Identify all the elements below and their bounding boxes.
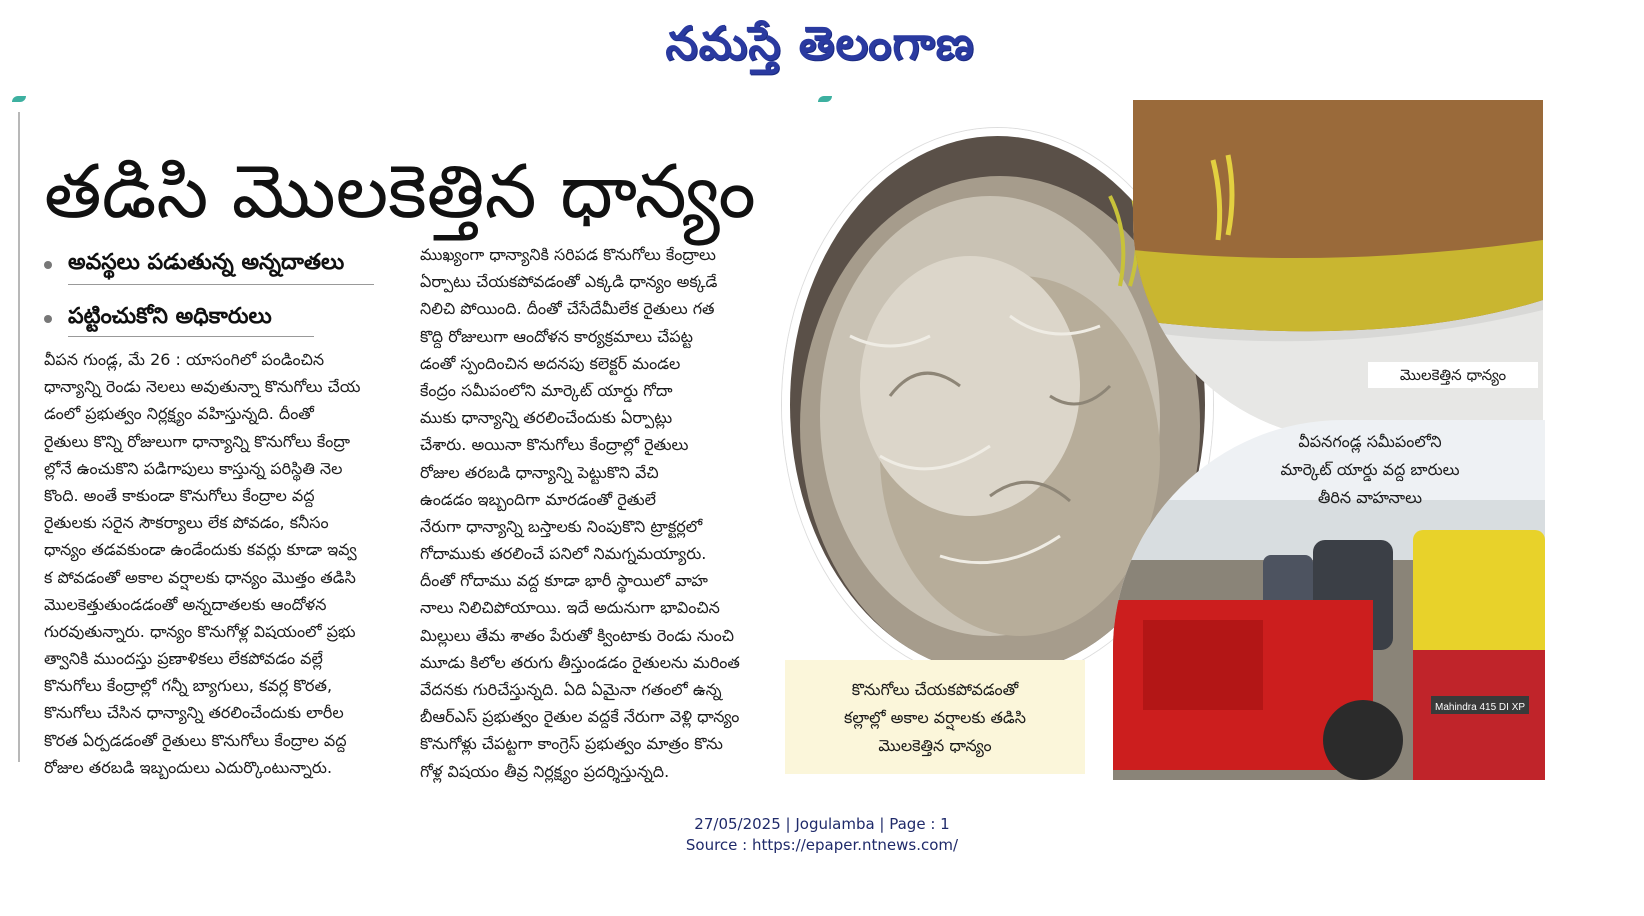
- article-text-line: ల్లోనే ఉంచుకొని పడిగాపులు కాస్తున్న పరిస్థితి నెల: [44, 458, 343, 478]
- article-text-line: క పోవడంతో అకాల వర్షాలకు ధాన్యం మొత్తం తడిసి: [44, 567, 356, 587]
- bullet-item: [44, 248, 394, 282]
- article-text-line: డంలో ప్రభుత్వం నిర్లక్ష్యం వహిస్తున్నది. దీంతో: [44, 404, 314, 424]
- caption-line: తీరిన వాహనాలు: [1317, 488, 1423, 507]
- article-text-line: నేరుగా ధాన్యాన్ని బస్తాలకు నింపుకొని ట్రాక్టర్లలో: [420, 516, 703, 536]
- left-column-rule: [18, 112, 20, 762]
- footer-source-link[interactable]: Source : https://epaper.ntnews.com/: [685, 836, 959, 854]
- article-text-line: రోజుల తరబడి ఇబ్బందులు ఎదుర్కొంటున్నారు.: [44, 757, 333, 777]
- bullet-text: అవస్థలు పడుతున్న అన్నదాతలు: [68, 250, 345, 275]
- tractor-badge-text: Mahindra 415 DI XP: [1435, 702, 1526, 713]
- leaf-ornament-icon: [818, 96, 832, 102]
- article-text-line: గోదాముకు తరలించే పనిలో నిమగ్నమయ్యారు.: [420, 544, 707, 564]
- article-text-line: రోజుల తరబడి ధాన్యాన్ని పెట్టుకొని వేచి: [420, 462, 659, 482]
- leaf-ornament-icon: [12, 96, 26, 102]
- article-text-line: నిలిచి పోయింది. దీంతో చేసేదేమీలేక రైతులు గత: [420, 299, 715, 319]
- article-text-line: నాలు నిలిచిపోయాయి. ఇదే అదునుగా భావించిన: [420, 598, 720, 618]
- article-text-line: మూడు కిలోల తరుగు తీస్తుండడం రైతులను మరింత: [420, 652, 740, 672]
- article-text-line: ఉండడం ఇబ్బందిగా మారడంతో రైతులే: [420, 489, 657, 509]
- photo-caption-field: [785, 660, 1085, 774]
- bullet-divider: [68, 284, 374, 285]
- article-text-line: కొనుగోలు కేంద్రాల్లో గన్నీ బ్యాగులు, కవర్ల కొరత,: [44, 676, 333, 696]
- article-text-line: ధాన్యాన్ని రెండు నెలలు అవుతున్నా కొనుగోలు చేయ: [44, 377, 361, 397]
- article-text-line: వేదనకు గురిచేస్తున్నది. ఏది ఏమైనా గతంలో ఉన్న: [420, 680, 722, 699]
- bullet-dot-icon: [44, 315, 52, 323]
- article-text-line: కొనుగోళ్లు చేపట్టగా కాంగ్రెస్ ప్రభుత్వం మాత్రం కొను: [420, 734, 723, 754]
- article-text-line: ధాన్యం తడవకుండా ఉండేందుకు కవర్లు కూడా ఇవ్వ: [44, 540, 357, 560]
- article-text-line: త్వానికి ముందస్తు ప్రణాళికలు లేకపోవడం వల్లే: [44, 649, 323, 669]
- article-text-line: కొరత ఏర్పడడంతో రైతులు కొనుగోలు కేంద్రాల వద్ద: [44, 730, 347, 750]
- article-text-line: గోళ్ల విషయం తీవ్ర నిర్లక్ష్యం ప్రదర్శిస్తున్నది.: [420, 761, 670, 781]
- article-text-line: మిల్లులు తేమ శాతం పేరుతో క్వింటాకు రెండు నుంచి: [420, 625, 735, 645]
- caption-line: కల్లాల్లో అకాల వర్షాలకు తడిసి: [844, 708, 1026, 727]
- article-text-line: కొంది. అంతే కాకుండా కొనుగోలు కేంద్రాల వద్ద: [44, 485, 315, 505]
- masthead-logo: నమస్తే తెలంగాణ: [665, 16, 975, 70]
- caption-line: వీపనగండ్ల సమీపంలోని: [1298, 432, 1442, 451]
- article-text-line: ముఖ్యంగా ధాన్యానికి సరిపడ కొనుగోలు కేంద్రాలు: [420, 245, 716, 264]
- article-text-line: డంతో స్పందించిన అదనపు కలెక్టర్ మండల: [420, 353, 681, 373]
- article-text-line: చేశారు. అయినా కొనుగోలు కేంద్రాల్లో రైతులు: [420, 435, 689, 455]
- article-column-2: [420, 241, 776, 785]
- photo-caption-sprouted: మొలకెత్తిన ధాన్యం: [1368, 362, 1538, 388]
- article-text-line: గురవుతున్నారు. ధాన్యం కొనుగోళ్ల విషయంలో ప్రభు: [44, 621, 356, 641]
- article-column-1: [44, 346, 400, 781]
- bullet-divider: [68, 336, 314, 337]
- article-text-line: వీపన గుండ్ల, మే 26 : యాసంగిలో పండించిన: [44, 350, 325, 369]
- photo-caption-vehicles: [1200, 428, 1540, 512]
- footer-date-edition: 27/05/2025 | Jogulamba | Page : 1: [694, 815, 950, 833]
- article-text-line: ముకు ధాన్యాన్ని తరలించేందుకు ఏర్పాట్లు: [420, 408, 673, 428]
- caption-line: కొనుగోలు చేయకపోవడంతో: [851, 680, 1019, 699]
- article-text-line: మొలకెత్తుతుండడంతో అన్నదాతలకు ఆందోళన: [44, 594, 327, 614]
- article-text-line: కొద్ది రోజులుగా ఆందోళన కార్యక్రమాలు చేపట్ట: [420, 326, 694, 346]
- bullet-dot-icon: [44, 261, 52, 269]
- caption-line: మొలకెత్తిన ధాన్యం: [878, 736, 992, 755]
- article-headline: తడిసి మొలకెత్తిన ధాన్యం: [44, 149, 756, 235]
- article-text-line: ఏర్పాటు చేయకపోవడంతో ఎక్కడి ధాన్యం అక్కడే: [420, 272, 718, 292]
- bullet-item: [44, 302, 394, 336]
- article-text-line: రైతులు కొన్ని రోజులుగా ధాన్యాన్ని కొనుగోలు కేంద్రా: [44, 431, 351, 451]
- article-text-line: కేంద్రం సమీపంలోని మార్కెట్ యార్డు గోదా: [420, 380, 673, 400]
- caption-line: మార్కెట్ యార్డు వద్ద బారులు: [1280, 460, 1460, 479]
- article-text-line: దీంతో గోదాము వద్ద కూడా భారీ స్థాయిలో వాహ: [420, 571, 708, 591]
- article-text-line: కొనుగోలు చేసిన ధాన్యాన్ని తరలించేందుకు లారీల: [44, 703, 344, 723]
- article-text-line: బీఆర్ఎస్ ప్రభుత్వం రైతుల వద్దకే నేరుగా వెళ్లి ధాన్యం: [420, 707, 740, 727]
- bullet-text: పట్టించుకోని అధికారులు: [68, 304, 272, 329]
- article-text-line: రైతులకు సరైన సౌకర్యాలు లేక పోవడం, కనీసం: [44, 513, 329, 533]
